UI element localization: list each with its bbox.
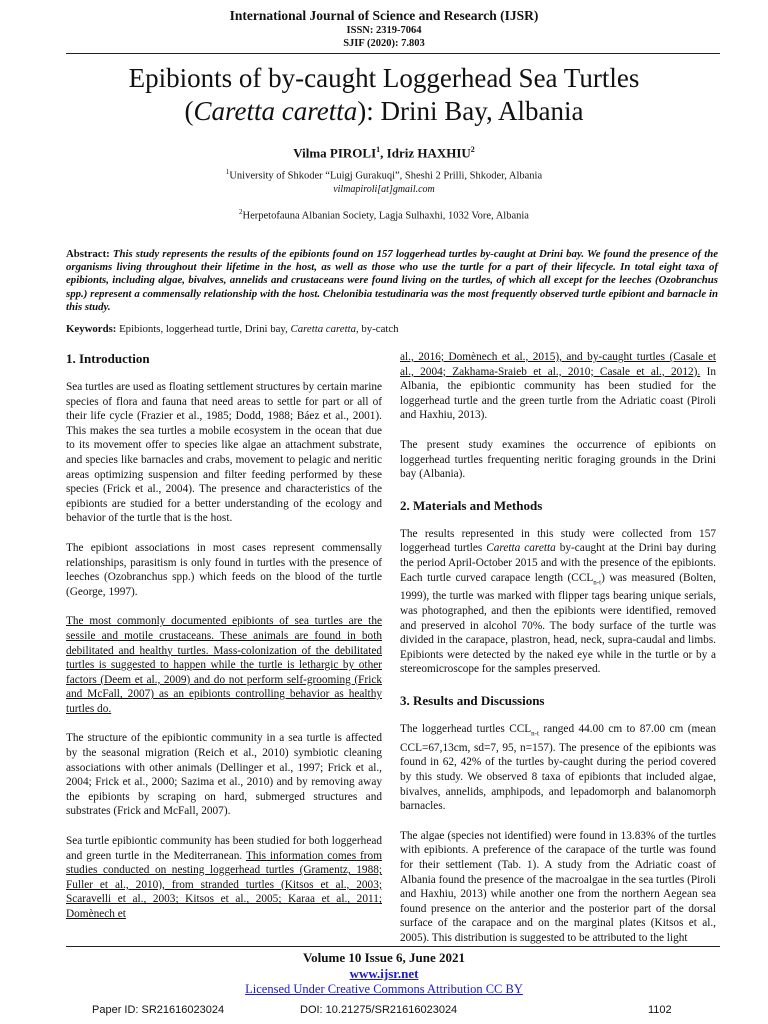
intro-paragraph-4: The structure of the epibiontic community in a sea turtle is affected by the seasonal migration (Reich et al., 2010) symbiotic cleaning associations with other animals (Dellinger et al., 1997; Frick et al., 2004; Frick et al., 2000; Sazima et al., 2010) and by removing away the epibionts by scraping on hard, submerged structures and substrates (Frick and McFall, 2007). xyxy=(66,732,382,818)
affiliation-1: $^1$University of Shkoder “Luigj Gurakuqi”, Sheshi 2 Prilli, Shkoder, Albania xyxy=(225,168,543,182)
results-paragraph-2: The algae (species not identified) were found in 13.83% of the turtles with epibionts. A preference of the carapace of the turtle was found for their settlement (Tab. 1). A study from the Adriatic coast of Albania found the presence of the macroalgae in the sea turtles (Piroli and Haxhiu, 2013) while another one from the northern Aegean sea found presence on the anterior and the posterior part of the dorsal surface of the carapace and on the marginal plates (Kitsos et al., 2005). This distribution is suggested to be attributed to the light xyxy=(400,829,716,944)
keywords-label: Keywords: xyxy=(66,323,117,335)
keywords: Keywords: Epibionts, loggerhead turtle, Drini bay, Caretta caretta, by-catch xyxy=(66,323,399,335)
sjif: SJIF (2020): 7.803 xyxy=(343,38,425,49)
right-column xyxy=(400,350,716,961)
header-rule xyxy=(66,53,720,54)
journal-name: International Journal of Science and Research (IJSR) xyxy=(229,8,539,23)
intro-paragraph-6: The present study examines the occurrence of epibionts on loggerhead turtles frequenting neritic foraging grounds in the Drini bay (Albania). xyxy=(400,438,716,481)
abstract-text: This study represents the results of the epibionts found on 157 loggerhead turtles by-caught at Drini bay. We found the presence of the organisms living throughout their lifetime in the host, as well as those who use the turtle for a part of their lifecycle. In total eight taxa of epibionts, including algae, bivalves, annelids and crustaceans were found living on the turtles, of which all except for the leeches (Ozobranchus spp.) represent a commensally relationship with the host. Chelonibia testudinaria was the most frequently observed turtle epibiont and barnacle in this study. xyxy=(66,248,718,313)
author-2: Idriz HAXHIU xyxy=(386,145,471,161)
intro-paragraph-5: Sea turtle epibiontic community has been studied for both loggerhead and green turtle in the Mediterranean. This information comes from studies conducted on nesting loggerhead turtles (Gramentz, 1988; Fuller et al., 2010), from stranded turtles (Kitsos et al., 2003; Scaravelli et al., 2003; Kitsos et al., 2005; Karaa et al., 2011; Domènech et xyxy=(66,835,382,920)
issn: ISSN: 2319-7064 xyxy=(346,25,422,36)
left-column xyxy=(66,350,382,937)
paper-title xyxy=(40,62,728,128)
results-paragraph-1: The loggerhead turtles $CCL_{n-t}$ ranged 44.00 cm to 87.00 cm (mean CCL=67,13cm, sd=7, 95, n=157). The presence of the epibionts was found in 62, 42% of the turtles by-caught during the period covered by this study. We observed 8 taxa of epibionts that included algae, bivalves, annelids, amphipods, and lepadomorph and balanomorph barnacles. xyxy=(400,722,716,813)
intro-paragraph-3: The most commonly documented epibionts of sea turtles are the sessile and motile crustaceans. These animals are found in both debilitated and healthy turtles. Mass-colonization of the debilitated turtles is suggested to happen while the turtle is lethargic by other factors (Deem et al., 2009) and do not perform self-grooming (Frick and McFall, 2007) as an epibionts controlling behavior as healthy turtles do. xyxy=(66,615,382,715)
intro-paragraph-2: The epibiont associations in most cases represent commensally relationships, parasitism is only found in turtles with the presence of leeches (Ozobranchus spp.) which feeds on the blood of the turtle (George, 1997). xyxy=(66,541,382,598)
intro-paragraph-1: Sea turtles are used as floating settlement structures by certain marine species of flora and fauna that need areas to settle for part or all of their life cycle (Frazier et al., 1985; Dodd, 1988; Báez et al., 2001). This makes the sea turtles a mobile ecosystem in the ocean that due to its movement offer to species like algae an attachment substrate, and species like barnacles and crabs, movement to pelagic and neritic areas optimizing suspension and filter feeding performed by these species (Frick et al., 2004). The presence and characteristics of the epibionts are studied for a better understanding of the ecology and behavior of the turtle that is the host. xyxy=(66,381,382,525)
journal-header xyxy=(0,8,768,50)
authors: Vilma PIROLI$^1$, Idriz HAXHIU$^2$ xyxy=(293,145,475,161)
footer-rule xyxy=(66,946,720,947)
title-line-2: (Caretta caretta): Drini Bay, Albania xyxy=(184,96,584,126)
author-email: vilmapiroli[at]gmail.com xyxy=(333,184,435,195)
abstract xyxy=(66,248,718,314)
license-link[interactable]: Licensed Under Creative Commons Attribution CC BY xyxy=(245,982,523,996)
section-introduction-heading: 1. Introduction xyxy=(66,351,150,366)
intro-paragraph-5-cont: al., 2016; Domènech et al., 2015), and by-caught turtles (Casale et al., 2004; Zakhama-Sraieb et al., 2010; Casale et al., 2012). In Albania, the epibiontic community has been studied for the loggerhead turtle and the green turtle from the Adriatic coast (Piroli and Haxhiu, 2013). xyxy=(400,351,716,422)
title-line-1: Epibionts of by-caught Loggerhead Sea Turtles xyxy=(128,63,640,93)
section-methods-heading: 2. Materials and Methods xyxy=(400,497,543,513)
paper-id: Paper ID: SR21616023024 xyxy=(92,1004,225,1016)
doi: DOI: 10.21275/SR21616023024 xyxy=(300,1004,458,1016)
author-1: Vilma PIROLI xyxy=(293,145,377,161)
section-results-heading: 3. Results and Discussions xyxy=(400,692,545,708)
volume-issue: Volume 10 Issue 6, June 2021 xyxy=(302,950,466,965)
methods-paragraph: The results represented in this study were collected from 157 loggerhead turtles Caretta caretta by-caught at the Drini bay during the period April-October 2015 and with the presence of the epibionts. Each turtle curved carapace length $(CCL_{n-t})$ was measured (Bolten, 1999), the turtle was marked with flipper tags bearing unique serials, was photographed, and then the epibionts were identified, removed and preserved in alcohol 70%. The body surface of the turtle was divided in the carapace, plastron, head, neck, supra-caudal and limbs. Epibionts were detected by the naked eye while in the turtle or by a stereomicroscope for the samples preserved. xyxy=(400,527,716,676)
abstract-label: Abstract: xyxy=(66,248,110,260)
title-species: Caretta caretta xyxy=(193,96,358,126)
journal-footer xyxy=(0,950,768,997)
page-number: 1102 xyxy=(648,1004,672,1016)
affiliation-2: $^2$Herpetofauna Albanian Society, Lagja Sulhaxhi, 1032 Vore, Albania xyxy=(239,208,529,222)
journal-website-link[interactable]: www.ijsr.net xyxy=(349,966,419,981)
